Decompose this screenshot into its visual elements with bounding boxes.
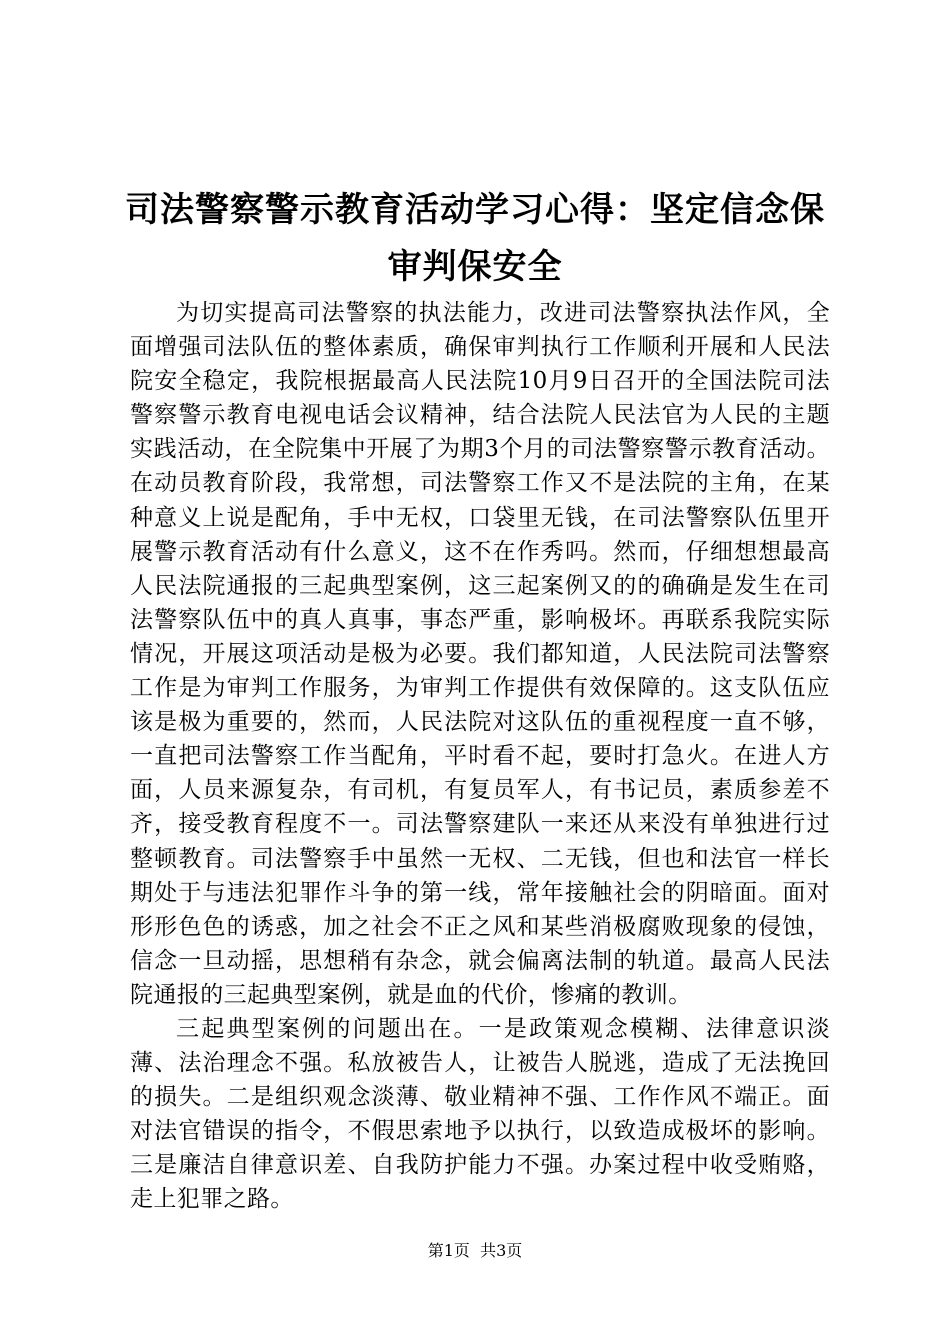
body-paragraph-2: 三起典型案例的问题出在。一是政策观念模糊、法律意识淡薄、法治理念不强。私放被告人，让被告人脱逃，造成了无法挽回的损失。二是组织观念淡薄、敬业精神不强、工作作风不端正。面对法官错误的指令，不假思索地予以执行，以致造成极坏的影响。三是廉洁自律意识差、自我防护能力不强。办案过程中收受贿赂，走上犯罪之路。 bbox=[130, 1015, 830, 1213]
body-paragraph-1: 为切实提高司法警察的执法能力，改进司法警察执法作风，全面增强司法队伍的整体素质，确保审判执行工作顺利开展和人民法院安全稳定，我院根据最高人民法院10月9日召开的全国法院司法警察警示教育电视电话会议精神，结合法院人民法官为人民的主题实践活动，在全院集中开展了为期3个月的司法警察警示教育活动。在动员教育阶段，我常想，司法警察工作又不是法院的主角，在某种意义上说是配角，手中无权，口袋里无钱，在司法警察队伍里开展警示教育活动有什么意义，这不在作秀吗。然而，仔细想想最高人民法院通报的三起典型案例，这三起案例又的的确确是发生在司法警察队伍中的真人真事，事态严重，影响极坏。再联系我院实际情况，开展这项活动是极为必要。我们都知道，人民法院司法警察工作是为审判工作服务，为审判工作提供有效保障的。这支队伍应该是极为重要的，然而，人民法院对这队伍的重视程度一直不够，一直把司法警察工作当配角，平时看不起，要时打急火。在进人方面，人员来源复杂，有司机，有复员军人，有书记员，素质参差不齐，接受教育程度不一。司法警察建队一来还从来没有单独进行过整顿教育。司法警察手中虽然一无权、二无钱，但也和法官一样长期处于与违法犯罪作斗争的第一线，常年接触社会的阴暗面。面对形形色色的诱惑，加之社会不正之风和某些消极腐败现象的侵蚀，信念一旦动摇，思想稍有杂念，就会偏离法制的轨道。最高人民法院通报的三起典型案例，就是血的代价，惨痛的教训。 bbox=[130, 300, 830, 1008]
page-footer bbox=[0, 1241, 950, 1261]
document-title-line-2: 审判保安全 bbox=[387, 247, 563, 287]
document-body bbox=[130, 296, 830, 1217]
document-title-line-1: 司法警察警示教育活动学习心得：坚定信念保 bbox=[125, 190, 825, 230]
page-number-label: 第1页 共3页 bbox=[427, 1241, 523, 1260]
